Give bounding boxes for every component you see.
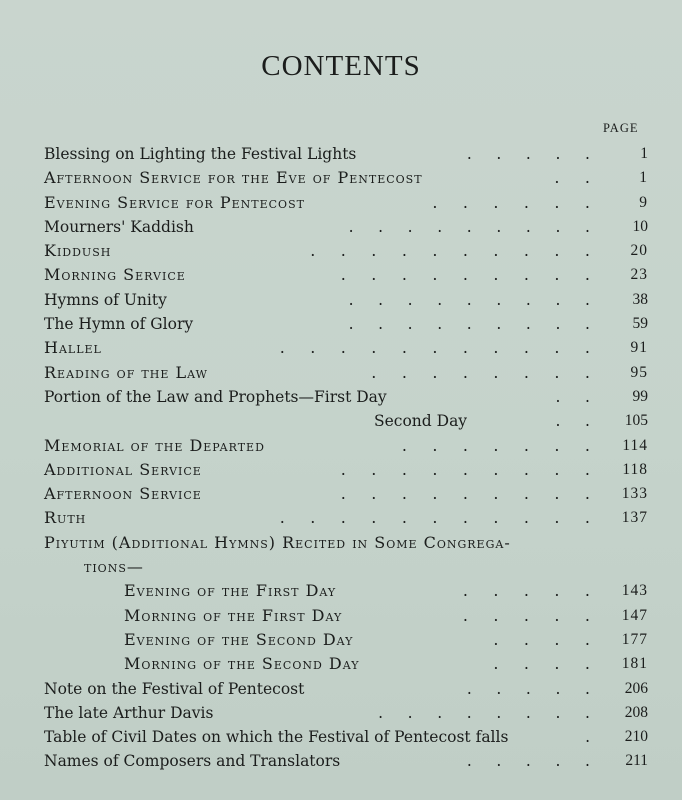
toc-entry-label: Ruth (44, 508, 87, 528)
toc-page-number: 1 (639, 169, 648, 187)
toc-entry-label: Hallel (44, 338, 102, 358)
toc-page-number: 99 (632, 387, 648, 405)
toc-leader-dots: . . . . . . . (401, 435, 590, 455)
toc-leader-dots: . . . . . (466, 752, 590, 771)
toc-page-number: 181 (621, 655, 648, 673)
toc-leader-dots: . . . . . . . . (378, 703, 590, 722)
toc-leader-dots: . . . . . . . . . . . (279, 338, 590, 358)
toc-leader-dots: . . . . . . . . . . (310, 241, 590, 261)
toc-leader-dots: . . . . . . . . . (340, 265, 590, 285)
toc-entry-label: Names of Composers and Translators (44, 752, 341, 771)
toc-leader-dots: . . . . (493, 654, 590, 674)
toc-page-number: 143 (621, 582, 648, 600)
toc-leader-dots: . . . . . (462, 581, 590, 601)
toc-entry-label: Evening of the First Day (124, 581, 337, 601)
toc-leader-dots: . . . . . . . . . (340, 484, 590, 504)
toc-entry-label: Morning Service (44, 265, 186, 285)
toc-page-number: 91 (630, 339, 648, 357)
toc-leader-dots: . . . . . . . . . (348, 290, 590, 309)
toc-entry-label: Mourners' Kaddish (44, 217, 194, 236)
toc-entry-piyutim-continued (44, 555, 648, 579)
toc-page-number: 211 (625, 752, 648, 770)
toc-leader-dots: . . . . . . . . . (348, 217, 590, 236)
toc-entry-memorial (44, 434, 648, 458)
toc-entry-additional-service (44, 458, 648, 482)
toc-entry-label: The Hymn of Glory (44, 315, 194, 334)
toc-page-number: 208 (624, 703, 648, 721)
toc-entry-arthur-davis (44, 701, 648, 725)
toc-leader-dots: . . (555, 412, 590, 431)
toc-entry-label: Note on the Festival of Pentecost (44, 679, 305, 698)
toc-entry-label: Morning of the First Day (124, 605, 343, 625)
toc-leader-dots: . . . . . . . . (371, 362, 590, 382)
toc-entry-blessing (44, 142, 648, 166)
toc-entry-morning-service (44, 263, 648, 287)
toc-page-number: 10 (632, 217, 648, 235)
page-column-header: PAGE (603, 121, 639, 135)
toc-entry-label: Evening Service for Pentecost (44, 192, 305, 212)
toc-leader-dots: . . (555, 387, 590, 406)
toc-entry-note-pentecost (44, 677, 648, 701)
toc-page-number: 118 (622, 460, 648, 478)
toc-page-number: 59 (632, 315, 648, 333)
toc-entry-afternoon-eve (44, 166, 648, 190)
toc-leader-dots: . (585, 728, 590, 747)
toc-entry-evening-second-day (44, 628, 648, 652)
toc-entry-label: Reading of the Law (44, 362, 208, 382)
toc-leader-dots: . . . . . (466, 679, 590, 698)
toc-leader-dots: . . . . . (462, 605, 590, 625)
toc-entry-evening-service (44, 191, 648, 215)
toc-entry-ruth (44, 506, 648, 530)
toc-entry-label: The late Arthur Davis (44, 703, 214, 722)
toc-page-number: 114 (622, 436, 648, 454)
toc-entry-hymns-of-unity (44, 288, 648, 312)
toc-entry-portion-first-day (44, 385, 648, 409)
toc-entry-piyutim (44, 531, 648, 555)
toc-page-number: 105 (624, 412, 648, 430)
toc-entry-mourners-kaddish (44, 215, 648, 239)
toc-page-number: 177 (621, 630, 648, 648)
toc-entry-label: Afternoon Service (44, 484, 202, 504)
toc-entry-morning-second-day (44, 652, 648, 676)
toc-entry-label: Evening of the Second Day (124, 629, 354, 649)
toc-leader-dots: . . . . . . (432, 192, 590, 212)
toc-page-number: 210 (624, 728, 648, 746)
toc-entry-morning-first-day (44, 604, 648, 628)
toc-page-number: 9 (639, 193, 648, 211)
toc-leader-dots: . . . . . . . . . . . (279, 508, 590, 528)
toc-entry-label: Additional Service (44, 459, 202, 479)
toc-entry-reading-of-law (44, 361, 648, 385)
toc-entry-label: Kiddush (44, 241, 112, 261)
toc-entry-hallel (44, 336, 648, 360)
toc-entry-label: Morning of the Second Day (124, 654, 360, 674)
toc-leader-dots: . . . . (493, 629, 590, 649)
toc-entry-label: tions— (84, 557, 144, 577)
toc-page-number: 206 (624, 679, 648, 697)
toc-leader-dots: . . . . . . . . . (340, 459, 590, 479)
toc-leader-dots: . . (554, 168, 590, 188)
toc-entry-label: Piyutim (Additional Hymns) Recited in Some Congrega- (44, 532, 511, 552)
toc-entry-civil-dates (44, 725, 648, 749)
toc-page-number: 137 (621, 509, 648, 527)
table-of-contents (44, 142, 648, 774)
toc-entry-label: Hymns of Unity (44, 290, 167, 309)
toc-entry-kiddush (44, 239, 648, 263)
toc-entry-composers (44, 749, 648, 773)
toc-entry-label: Portion of the Law and Prophets—First Day (44, 387, 387, 406)
toc-page-number: 20 (630, 242, 648, 260)
toc-leader-dots: . . . . . . . . . (348, 315, 590, 334)
toc-page-number: 133 (621, 485, 648, 503)
toc-entry-afternoon-service (44, 482, 648, 506)
toc-page-number: 23 (630, 266, 648, 284)
toc-entry-label: Afternoon Service for the Eve of Pentecost (44, 168, 423, 188)
toc-entry-label: Second Day (374, 412, 468, 431)
toc-entry-label: Memorial of the Departed (44, 435, 265, 455)
toc-leader-dots: . . . . . (466, 145, 590, 163)
toc-entry-label: Table of Civil Dates on which the Festival of Pentecost falls (44, 728, 509, 747)
toc-entry-evening-first-day (44, 579, 648, 603)
toc-page-number: 38 (632, 290, 648, 308)
toc-page-number: 1 (640, 145, 648, 162)
toc-page-number: 95 (630, 363, 648, 381)
toc-entry-portion-second-day (44, 409, 648, 433)
toc-entry-label: Blessing on Lighting the Festival Lights (44, 145, 357, 163)
toc-entry-hymn-of-glory (44, 312, 648, 336)
toc-page-number: 147 (621, 606, 648, 624)
page-title: CONTENTS (261, 50, 421, 82)
